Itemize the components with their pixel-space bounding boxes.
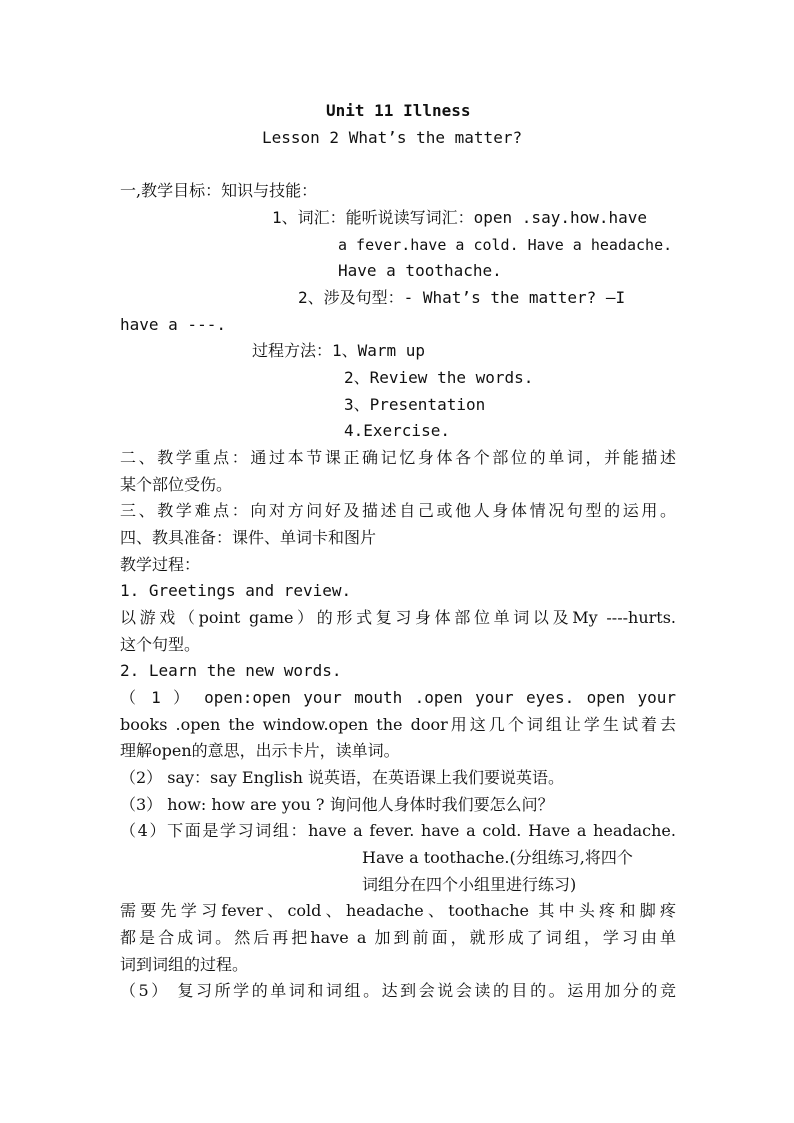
sentence-pattern-line-1: 2、涉及句型：- What’s the matter? –I — [298, 288, 626, 307]
key-points-line-2: 某个部位受伤。 — [120, 475, 233, 494]
process-heading: 教学过程： — [120, 555, 201, 574]
item-4-line-2: Have a toothache.(分组练习,将四个 — [362, 848, 633, 867]
step-2-heading: 2. Learn the new words. — [120, 661, 342, 680]
difficulties-line: 三、教学难点：向对方问好及描述自己或他人身体情况句型的运用。 — [120, 501, 676, 520]
process-line-1: 过程方法：1、Warm up — [252, 341, 426, 360]
process-line-4: 4.Exercise. — [344, 421, 450, 440]
materials-line: 四、教具准备：课件、单词卡和图片 — [120, 528, 377, 547]
item-1-line-3: 理解open的意思，出示卡片，读单词。 — [120, 741, 400, 760]
item-4-line-3: 词组分在四个小组里进行练习) — [362, 875, 577, 894]
vocab-line-1: 1、词汇：能听说读写词汇：open .say.how.have — [272, 208, 648, 227]
item-3-line: （3） how: how are you ? 询问他人身体时我们要怎么问？ — [120, 795, 554, 814]
unit-title: Unit 11 Illness — [326, 101, 471, 120]
vocab-line-3: Have a toothache. — [338, 261, 502, 280]
process-line-2: 2、Review the words. — [344, 368, 534, 387]
sentence-pattern-line-2: have a ---. — [120, 315, 226, 334]
vocab-line-2: a fever.have a cold. Have a headache. — [338, 236, 673, 254]
lesson-subtitle: Lesson 2 What’s the matter? — [262, 128, 523, 147]
process-line-3: 3、Presentation — [344, 395, 486, 414]
item-5-line: （5） 复习所学的单词和词组。达到会说会读的目的。运用加分的竞 — [120, 981, 676, 1000]
paragraph-line-1: 需要先学习fever、cold、headache、toothache 其中头疼和脚疼 — [120, 901, 676, 920]
objectives-heading: 一,教学目标：知识与技能： — [120, 181, 318, 200]
item-2-line: （2） say：say English 说英语，在英语课上我们要说英语。 — [120, 768, 564, 787]
item-4-line-1: （4）下面是学习词组：have a fever. have a cold. Have a headache. — [120, 821, 676, 840]
item-1-line-2: books .open the window.open the door用这几个词组让学生试着去 — [120, 715, 676, 734]
step-1-desc-line-1: 以游戏（point game）的形式复习身体部位单词以及My ----hurts. — [120, 608, 676, 627]
paragraph-line-2: 都是合成词。然后再把have a 加到前面，就形成了词组，学习由单 — [120, 928, 676, 947]
step-1-heading: 1. Greetings and review. — [120, 581, 352, 600]
paragraph-line-3: 词到词组的过程。 — [120, 955, 249, 974]
item-1-line-1: （ 1 ） open:open your mouth .open your eyes. open your — [120, 688, 676, 707]
key-points-line-1: 二、教学重点：通过本节课正确记忆身体各个部位的单词，并能描述 — [120, 448, 676, 467]
step-1-desc-line-2: 这个句型。 — [120, 635, 201, 654]
